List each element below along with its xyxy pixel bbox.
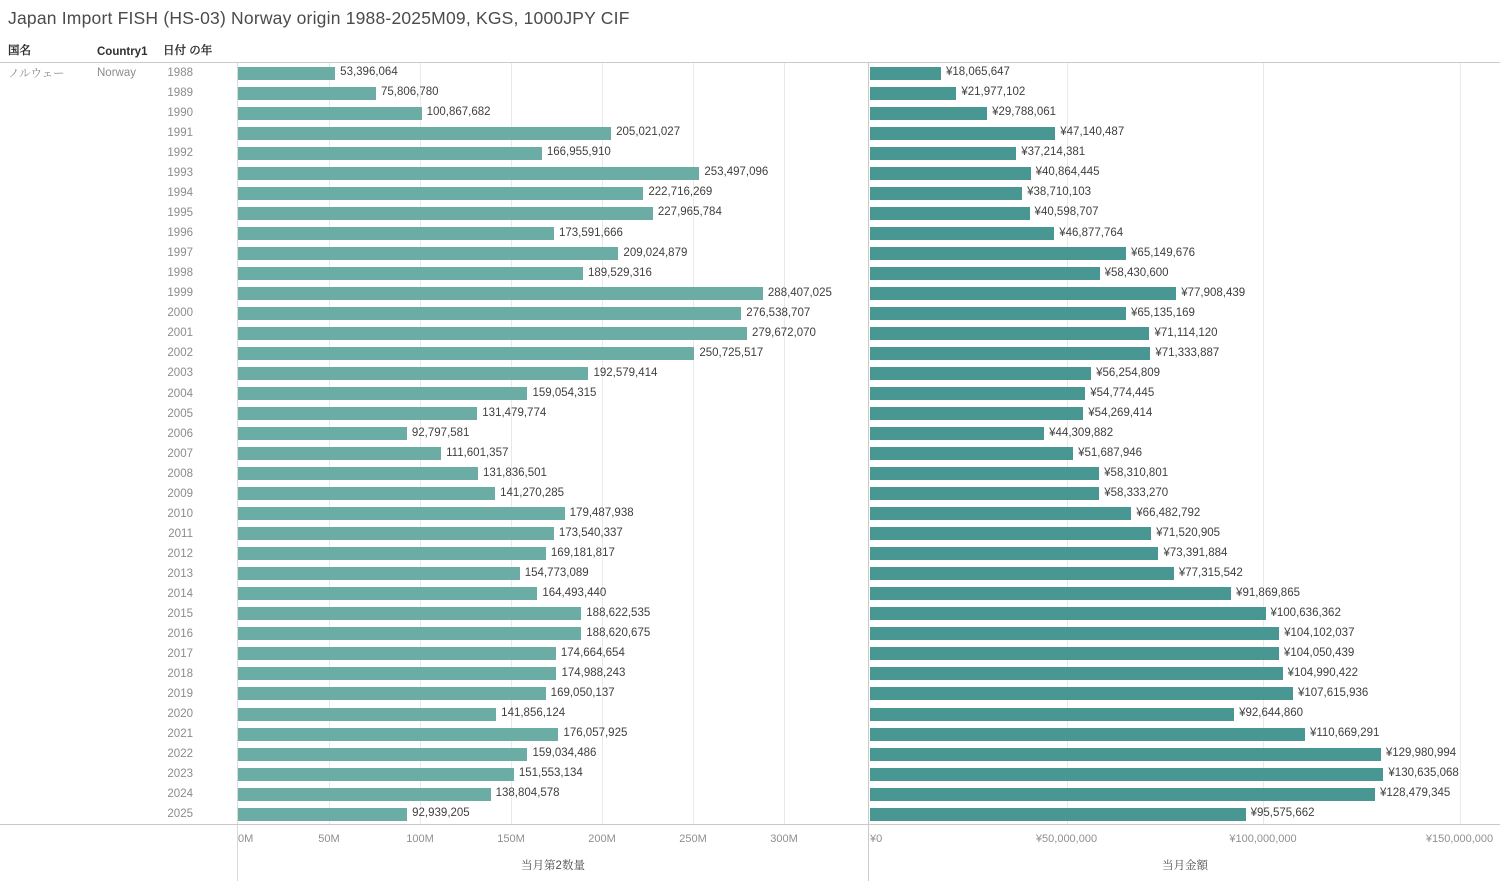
year-label[interactable]: 2011	[168, 527, 193, 540]
amount-bar-value-label: ¥37,214,381	[1021, 146, 1086, 159]
quantity-axis-title: 当月第2数量	[521, 860, 585, 872]
amount-bar[interactable]	[870, 808, 1246, 821]
year-label[interactable]: 2023	[167, 768, 193, 781]
year-label[interactable]: 1988	[167, 67, 193, 80]
chart-row	[870, 784, 1500, 804]
amount-bar-value-label: ¥46,877,764	[1059, 226, 1124, 239]
amount-bar-value-label: ¥110,669,291	[1309, 727, 1380, 740]
amount-bar-value-label: ¥104,050,439	[1283, 647, 1355, 660]
quantity-bar-value-label: 166,955,910	[546, 146, 611, 159]
quantity-bar[interactable]	[238, 687, 546, 700]
chart-row	[870, 123, 1500, 143]
chart-row	[870, 484, 1500, 504]
year-label[interactable]: 2016	[167, 627, 193, 640]
amount-bar[interactable]	[870, 507, 1131, 520]
year-label[interactable]: 2019	[167, 687, 193, 700]
axis-tick-label: 150M	[497, 833, 525, 845]
year-label[interactable]: 2014	[167, 587, 193, 600]
quantity-bar[interactable]	[238, 287, 763, 300]
quantity-chart-panel	[238, 63, 868, 824]
axis-tick-label: ¥0	[870, 833, 883, 845]
chart-row	[238, 804, 868, 824]
quantity-bar[interactable]	[238, 387, 527, 400]
amount-bar-value-label: ¥129,980,994	[1385, 747, 1457, 760]
axis-tick-label: 0M	[238, 833, 254, 845]
year-label[interactable]: 2017	[167, 647, 193, 660]
quantity-bar[interactable]	[238, 307, 741, 320]
amount-bar-value-label: ¥71,333,887	[1155, 346, 1220, 359]
quantity-bar[interactable]	[238, 427, 407, 440]
amount-bar-value-label: ¥40,864,445	[1035, 166, 1100, 179]
year-label[interactable]: 2003	[167, 367, 193, 380]
amount-axis-title: 当月金額	[1162, 860, 1208, 872]
amount-bar[interactable]	[870, 728, 1305, 741]
chart-row	[238, 203, 868, 223]
amount-bar-value-label: ¥58,310,801	[1104, 466, 1169, 479]
amount-bar[interactable]	[870, 267, 1100, 280]
year-label[interactable]: 2005	[167, 407, 193, 420]
quantity-bar-value-label: 138,804,578	[495, 787, 560, 800]
year-label[interactable]: 2000	[167, 307, 193, 320]
chart-row	[238, 584, 868, 604]
quantity-bar[interactable]	[238, 247, 618, 260]
page-title: Japan Import FISH (HS-03) Norway origin 1988-2025M09, KGS, 1000JPY CIF	[8, 8, 630, 28]
quantity-bar-value-label: 169,050,137	[550, 687, 615, 700]
chart-row	[238, 323, 868, 343]
chart-row	[238, 424, 868, 444]
quantity-bar[interactable]	[238, 507, 565, 520]
year-label[interactable]: 1996	[167, 227, 193, 240]
chart-row	[870, 303, 1500, 323]
year-label[interactable]: 1997	[167, 247, 193, 260]
chart-row	[870, 564, 1500, 584]
quantity-bar[interactable]	[238, 547, 546, 560]
year-label[interactable]: 2006	[167, 427, 193, 440]
year-label[interactable]: 2020	[167, 708, 193, 721]
chart-row	[870, 343, 1500, 363]
chart-row	[238, 464, 868, 484]
quantity-axis-line	[237, 63, 238, 881]
chart-row	[238, 343, 868, 363]
chart-row	[238, 624, 868, 644]
chart-row	[238, 63, 868, 83]
chart-row	[238, 103, 868, 123]
amount-bar[interactable]	[870, 207, 1030, 220]
amount-bar-value-label: ¥58,333,270	[1104, 486, 1169, 499]
year-label[interactable]: 2008	[167, 467, 193, 480]
quantity-bar-value-label: 173,591,666	[558, 226, 623, 239]
column-header-row	[0, 42, 1500, 63]
year-label[interactable]: 2018	[167, 667, 193, 680]
row-header-country-en[interactable]: Norway	[97, 67, 136, 79]
amount-bar-value-label: ¥44,309,882	[1049, 426, 1114, 439]
quantity-bar[interactable]	[238, 527, 554, 540]
chart-row	[870, 684, 1500, 704]
chart-row	[238, 564, 868, 584]
chart-row	[870, 804, 1500, 824]
quantity-bar[interactable]	[238, 647, 556, 660]
year-label[interactable]: 1989	[167, 87, 193, 100]
chart-row	[870, 143, 1500, 163]
amount-bar-value-label: ¥91,869,865	[1236, 587, 1300, 600]
quantity-bar-value-label: 141,270,285	[500, 486, 565, 499]
amount-bar[interactable]	[870, 127, 1055, 140]
amount-bar-value-label: ¥51,687,946	[1078, 446, 1143, 459]
quantity-bar[interactable]	[238, 367, 588, 380]
quantity-bar-value-label: 279,672,070	[752, 326, 816, 339]
chart-row	[870, 704, 1500, 724]
quantity-bar[interactable]	[238, 67, 335, 80]
chart-row	[238, 764, 868, 784]
amount-bar-value-label: ¥65,135,169	[1130, 306, 1195, 319]
amount-bar[interactable]	[870, 547, 1158, 560]
chart-row	[870, 223, 1500, 243]
quantity-bar[interactable]	[238, 327, 747, 340]
chart-row	[870, 524, 1500, 544]
axis-footer	[0, 824, 1500, 881]
amount-bar[interactable]	[870, 447, 1073, 460]
amount-bar[interactable]	[870, 347, 1150, 360]
year-label[interactable]: 1990	[167, 107, 193, 120]
chart-row	[238, 123, 868, 143]
amount-bar-value-label: ¥128,479,345	[1379, 787, 1451, 800]
amount-bar[interactable]	[870, 527, 1151, 540]
quantity-bar-value-label: 222,716,269	[648, 186, 713, 199]
amount-bar[interactable]	[870, 788, 1375, 801]
amount-bar-value-label: ¥58,430,600	[1104, 266, 1169, 279]
quantity-axis	[238, 833, 868, 849]
quantity-bar-rows	[238, 63, 868, 824]
amount-bar-value-label: ¥29,788,061	[992, 106, 1057, 119]
year-label[interactable]: 1995	[167, 207, 193, 220]
chart-row	[238, 183, 868, 203]
quantity-bar-value-label: 227,965,784	[657, 206, 722, 219]
amount-bar[interactable]	[870, 708, 1234, 721]
amount-bar-value-label: ¥95,575,662	[1250, 807, 1315, 820]
amount-bar[interactable]	[870, 287, 1176, 300]
chart-row	[870, 724, 1500, 744]
amount-bar[interactable]	[870, 147, 1016, 160]
chart-row	[870, 464, 1500, 484]
year-label[interactable]: 1991	[167, 127, 193, 140]
amount-bar-value-label: ¥47,140,487	[1060, 126, 1125, 139]
quantity-bar-value-label: 192,579,414	[593, 366, 658, 379]
year-label[interactable]: 2004	[167, 387, 193, 400]
quantity-bar-value-label: 179,487,938	[569, 506, 634, 519]
year-label[interactable]: 1999	[167, 287, 193, 300]
chart-row	[870, 764, 1500, 784]
quantity-bar[interactable]	[238, 627, 581, 640]
quantity-bar[interactable]	[238, 467, 478, 480]
amount-bar[interactable]	[870, 627, 1279, 640]
amount-bar[interactable]	[870, 167, 1031, 180]
quantity-bar-value-label: 205,021,027	[616, 126, 681, 139]
amount-bar-value-label: ¥130,635,068	[1388, 767, 1459, 780]
year-label[interactable]: 2013	[167, 567, 193, 580]
quantity-bar-value-label: 100,867,682	[426, 106, 491, 119]
chart-row	[870, 424, 1500, 444]
amount-bar[interactable]	[870, 307, 1126, 320]
amount-bar[interactable]	[870, 667, 1283, 680]
amount-bar[interactable]	[870, 427, 1044, 440]
year-label[interactable]: 2007	[167, 447, 193, 460]
amount-bar-value-label: ¥77,315,542	[1178, 567, 1243, 580]
chart-row	[870, 544, 1500, 564]
column-header-country-name: 国名	[8, 45, 31, 57]
quantity-bar-value-label: 276,538,707	[746, 306, 811, 319]
amount-bar[interactable]	[870, 687, 1293, 700]
chart-row	[238, 784, 868, 804]
quantity-bar-value-label: 173,540,337	[558, 526, 623, 539]
quantity-bar-value-label: 75,806,780	[380, 86, 439, 99]
chart-row	[238, 544, 868, 564]
axis-tick-label: 300M	[770, 833, 798, 845]
year-label[interactable]: 2010	[167, 507, 193, 520]
chart-row	[870, 263, 1500, 283]
year-label[interactable]: 2002	[167, 347, 193, 360]
amount-bar[interactable]	[870, 647, 1279, 660]
amount-bar-value-label: ¥77,908,439	[1181, 286, 1246, 299]
quantity-bar[interactable]	[238, 347, 694, 360]
quantity-bar-value-label: 174,664,654	[560, 647, 625, 660]
year-header-column	[0, 63, 237, 824]
chart-row	[870, 183, 1500, 203]
quantity-bar[interactable]	[238, 587, 537, 600]
chart-row	[870, 363, 1500, 383]
amount-bar[interactable]	[870, 107, 987, 120]
amount-bar-value-label: ¥56,254,809	[1096, 366, 1161, 379]
chart-row	[870, 103, 1500, 123]
quantity-bar-value-label: 141,856,124	[501, 707, 566, 720]
quantity-bar-value-label: 92,939,205	[412, 807, 470, 820]
year-label[interactable]: 2001	[167, 327, 193, 340]
amount-bar-value-label: ¥100,636,362	[1270, 607, 1341, 620]
axis-tick-label: ¥150,000,000	[1425, 833, 1494, 845]
chart-row	[870, 404, 1500, 424]
amount-bar-value-label: ¥71,114,120	[1154, 326, 1218, 339]
chart-row	[238, 404, 868, 424]
chart-row	[238, 83, 868, 103]
chart-row	[238, 724, 868, 744]
amount-bar-value-label: ¥65,149,676	[1131, 246, 1195, 259]
chart-row	[238, 303, 868, 323]
chart-row	[238, 263, 868, 283]
quantity-bar[interactable]	[238, 127, 611, 140]
amount-bar[interactable]	[870, 607, 1266, 620]
year-label[interactable]: 2012	[167, 547, 193, 560]
year-label[interactable]: 2009	[167, 487, 193, 500]
quantity-bar[interactable]	[238, 407, 477, 420]
chart-row	[238, 664, 868, 684]
amount-bar[interactable]	[870, 768, 1383, 781]
chart-row	[870, 243, 1500, 263]
amount-bar-rows	[870, 63, 1500, 824]
chart-row	[870, 624, 1500, 644]
amount-bar[interactable]	[870, 748, 1381, 761]
quantity-bar-value-label: 92,797,581	[411, 426, 470, 439]
year-label[interactable]: 2015	[167, 607, 193, 620]
chart-row	[870, 63, 1500, 83]
chart-row	[870, 644, 1500, 664]
chart-row	[238, 163, 868, 183]
quantity-bar-value-label: 159,034,486	[532, 747, 597, 760]
quantity-bar-value-label: 209,024,879	[623, 246, 688, 259]
column-header-date-year: 日付 の年	[163, 45, 213, 57]
chart-row	[238, 704, 868, 724]
chart-row	[238, 384, 868, 404]
chart-row	[238, 363, 868, 383]
quantity-bar[interactable]	[238, 788, 491, 801]
chart-row	[870, 203, 1500, 223]
amount-bar-value-label: ¥18,065,647	[946, 66, 1010, 79]
amount-bar-value-label: ¥107,615,936	[1297, 687, 1369, 700]
amount-bar-value-label: ¥92,644,860	[1239, 707, 1304, 720]
quantity-bar-value-label: 189,529,316	[587, 266, 652, 279]
chart-row	[238, 604, 868, 624]
chart-row	[238, 684, 868, 704]
amount-bar[interactable]	[870, 567, 1174, 580]
axis-tick-label: 250M	[679, 833, 707, 845]
amount-bar-value-label: ¥104,990,422	[1287, 667, 1358, 680]
quantity-bar[interactable]	[238, 167, 699, 180]
quantity-bar[interactable]	[238, 487, 495, 500]
amount-bar-value-label: ¥104,102,037	[1284, 627, 1355, 640]
chart-row	[870, 504, 1500, 524]
year-label[interactable]: 2021	[167, 728, 193, 741]
axis-tick-label: ¥50,000,000	[1035, 833, 1098, 845]
chart-row	[238, 484, 868, 504]
amount-bar[interactable]	[870, 387, 1085, 400]
chart-row	[870, 584, 1500, 604]
amount-bar-value-label: ¥66,482,792	[1136, 506, 1201, 519]
quantity-bar-value-label: 164,493,440	[542, 587, 607, 600]
quantity-bar[interactable]	[238, 808, 407, 821]
quantity-bar-value-label: 188,620,675	[586, 627, 651, 640]
year-label[interactable]: 2022	[167, 748, 193, 761]
chart-row	[870, 83, 1500, 103]
chart-row	[870, 323, 1500, 343]
chart-row	[238, 143, 868, 163]
chart-row	[238, 504, 868, 524]
quantity-bar[interactable]	[238, 728, 558, 741]
amount-bar-value-label: ¥38,710,103	[1027, 186, 1092, 199]
quantity-bar-value-label: 176,057,925	[563, 727, 628, 740]
chart-row	[870, 744, 1500, 764]
quantity-bar[interactable]	[238, 107, 422, 120]
axis-tick-label: 100M	[406, 833, 434, 845]
chart-row	[238, 283, 868, 303]
chart-row	[870, 384, 1500, 404]
quantity-bar-value-label: 131,479,774	[482, 406, 547, 419]
amount-bar[interactable]	[870, 227, 1054, 240]
quantity-bar-value-label: 159,054,315	[532, 386, 597, 399]
amount-axis	[870, 833, 1500, 849]
quantity-bar-value-label: 111,601,357	[446, 446, 509, 459]
quantity-bar[interactable]	[238, 207, 653, 220]
chart-row	[238, 644, 868, 664]
amount-bar[interactable]	[870, 187, 1022, 200]
amount-bar[interactable]	[870, 87, 956, 100]
column-header-country1: Country1	[97, 46, 148, 58]
amount-bar[interactable]	[870, 67, 941, 80]
quantity-bar[interactable]	[238, 267, 583, 280]
panel-divider-line	[868, 63, 869, 881]
quantity-bar-value-label: 169,181,817	[550, 547, 615, 560]
amount-bar[interactable]	[870, 247, 1126, 260]
chart-row	[870, 163, 1500, 183]
year-label[interactable]: 1993	[167, 167, 193, 180]
amount-bar-value-label: ¥54,774,445	[1090, 386, 1155, 399]
quantity-bar-value-label: 288,407,025	[767, 286, 832, 299]
chart-row	[238, 243, 868, 263]
quantity-bar[interactable]	[238, 667, 556, 680]
amount-bar[interactable]	[870, 467, 1099, 480]
quantity-bar-value-label: 188,622,535	[586, 607, 651, 620]
year-label[interactable]: 1992	[167, 147, 193, 160]
amount-bar-value-label: ¥21,977,102	[961, 86, 1026, 99]
chart-row	[238, 444, 868, 464]
chart-row	[238, 524, 868, 544]
amount-bar[interactable]	[870, 327, 1149, 340]
quantity-bar-value-label: 250,725,517	[699, 346, 764, 359]
amount-bar[interactable]	[870, 487, 1099, 500]
axis-tick-label: 50M	[318, 833, 340, 845]
axis-tick-label: ¥100,000,000	[1229, 833, 1297, 845]
row-header-country-jp[interactable]: ノルウェー	[8, 68, 65, 80]
amount-bar[interactable]	[870, 367, 1091, 380]
amount-chart-panel	[870, 63, 1500, 824]
year-label[interactable]: 1994	[167, 187, 193, 200]
quantity-bar-value-label: 151,553,134	[518, 767, 583, 780]
chart-row	[870, 664, 1500, 684]
chart-row	[870, 283, 1500, 303]
quantity-bar[interactable]	[238, 227, 554, 240]
quantity-bar-value-label: 53,396,064	[340, 66, 398, 79]
quantity-bar-value-label: 131,836,501	[482, 466, 547, 479]
quantity-bar[interactable]	[238, 447, 441, 460]
chart-row	[238, 223, 868, 243]
quantity-bar[interactable]	[238, 748, 527, 761]
quantity-bar[interactable]	[238, 607, 581, 620]
quantity-bar[interactable]	[238, 87, 376, 100]
chart-row	[870, 604, 1500, 624]
amount-bar-value-label: ¥54,269,414	[1088, 406, 1153, 419]
year-label[interactable]: 2025	[167, 808, 193, 821]
quantity-bar[interactable]	[238, 567, 520, 580]
chart-row	[870, 444, 1500, 464]
quantity-bar-value-label: 253,497,096	[704, 166, 769, 179]
year-label[interactable]: 2024	[167, 788, 193, 801]
amount-bar[interactable]	[870, 587, 1231, 600]
amount-bar-value-label: ¥40,598,707	[1034, 206, 1099, 219]
quantity-bar[interactable]	[238, 187, 643, 200]
amount-bar-value-label: ¥73,391,884	[1163, 547, 1228, 560]
year-label[interactable]: 1998	[167, 267, 193, 280]
quantity-bar-value-label: 174,988,243	[561, 667, 626, 680]
amount-bar-value-label: ¥71,520,905	[1156, 526, 1221, 539]
quantity-bar[interactable]	[238, 147, 542, 160]
axis-tick-label: 200M	[588, 833, 616, 845]
quantity-bar-value-label: 154,773,089	[524, 567, 589, 580]
chart-row	[238, 744, 868, 764]
quantity-bar[interactable]	[238, 768, 514, 781]
amount-bar[interactable]	[870, 407, 1083, 420]
quantity-bar[interactable]	[238, 708, 496, 721]
